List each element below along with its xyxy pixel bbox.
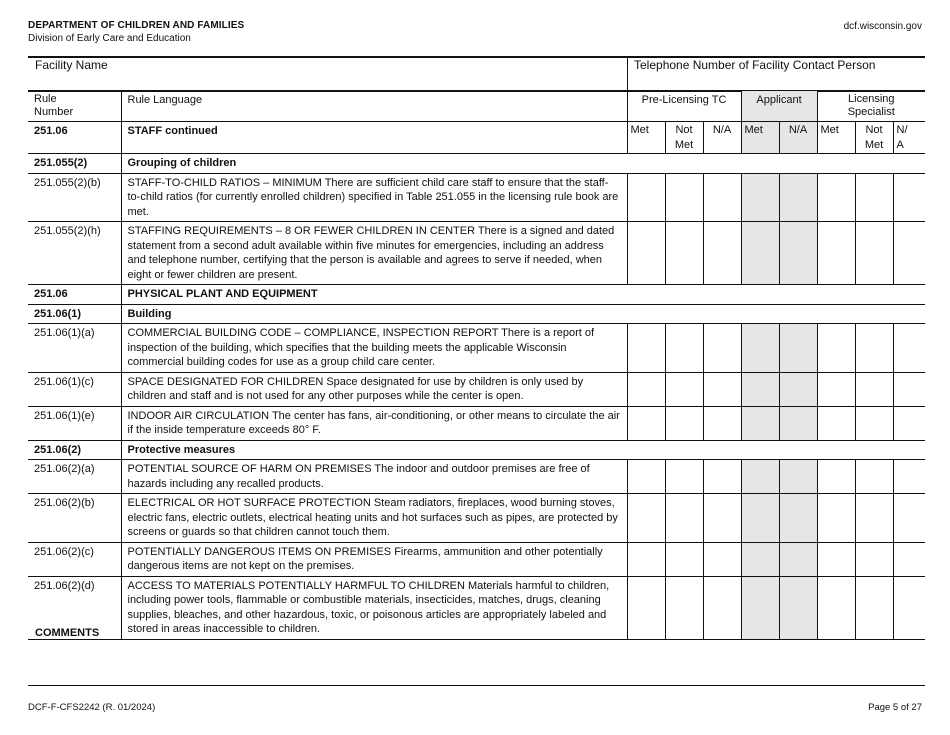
- prelicensing-na-checkbox[interactable]: [703, 324, 741, 373]
- rule-language: STAFFING REQUIREMENTS – 8 OR FEWER CHILDREN IN CENTER There is a signed and dated statement from a second adult available within five minutes for emergencies, including an address and telephone number, certifying that the person is available and agrees to serve if needed, when eight or fewer children are present.: [121, 222, 627, 285]
- telephone-field[interactable]: [627, 56, 926, 90]
- prelicensing-met-checkbox[interactable]: [627, 542, 665, 576]
- specialist-met-checkbox[interactable]: [817, 460, 855, 494]
- prelicensing-not-met-checkbox[interactable]: [665, 406, 703, 440]
- prelicensing-met-checkbox[interactable]: [627, 406, 665, 440]
- specialist-not-met-checkbox[interactable]: [855, 222, 893, 285]
- prelicensing-met-checkbox[interactable]: [627, 173, 665, 222]
- section-heading-row: [28, 285, 925, 305]
- applicant-met-checkbox[interactable]: [741, 406, 779, 440]
- rule-number: 251.06(2)(d): [28, 576, 121, 639]
- applicant-na-checkbox[interactable]: [779, 406, 817, 440]
- rule-language: ACCESS TO MATERIALS POTENTIALLY HARMFUL TO CHILDREN Materials harmful to children, including power tools, flammable or combustible materials, insecticides, matches, drugs, cleaning supplies, bleaches, and other hazardous, toxic, or poisonous articles are appropriately labeled and stored in areas inaccessible to children.: [121, 576, 627, 639]
- applicant-na-checkbox[interactable]: [779, 222, 817, 285]
- section-heading-row: [28, 304, 925, 324]
- applicant-met-checkbox[interactable]: [741, 494, 779, 543]
- rule-language: PHYSICAL PLANT AND EQUIPMENT: [121, 285, 925, 305]
- applicant-na-checkbox[interactable]: [779, 494, 817, 543]
- table-row: [28, 324, 925, 373]
- rule-language: Grouping of children: [121, 154, 925, 174]
- rule-number: 251.06(2)(b): [28, 494, 121, 543]
- col-rule-number: Rule Number: [28, 91, 121, 122]
- applicant-na-checkbox[interactable]: [779, 173, 817, 222]
- rule-number: 251.055(2): [28, 154, 121, 174]
- table-row: [28, 406, 925, 440]
- sub-notmet-3: Not Met: [855, 122, 893, 154]
- applicant-met-checkbox[interactable]: [741, 460, 779, 494]
- rule-language: Building: [121, 304, 925, 324]
- comments-label: COMMENTS: [35, 627, 100, 639]
- rule-number: 251.06: [28, 285, 121, 305]
- rule-number: 251.06(1)(e): [28, 406, 121, 440]
- applicant-na-checkbox[interactable]: [779, 460, 817, 494]
- facility-name-field[interactable]: Facility Name: [35, 58, 108, 72]
- section-heading-row: [28, 440, 925, 460]
- specialist-na-checkbox[interactable]: [893, 576, 925, 639]
- sub-na-1: N/A: [703, 122, 741, 154]
- specialist-met-checkbox[interactable]: [817, 173, 855, 222]
- department-name: DEPARTMENT OF CHILDREN AND FAMILIES: [28, 20, 245, 31]
- table-row: [28, 542, 925, 576]
- page-number: Page 5 of 27: [868, 702, 922, 713]
- prelicensing-na-checkbox[interactable]: [703, 494, 741, 543]
- applicant-na-checkbox[interactable]: [779, 576, 817, 639]
- table-row: [28, 460, 925, 494]
- applicant-met-checkbox[interactable]: [741, 222, 779, 285]
- rule-number: 251.06(1)(a): [28, 324, 121, 373]
- specialist-met-checkbox[interactable]: [817, 576, 855, 639]
- website-link[interactable]: dcf.wisconsin.gov: [843, 21, 922, 32]
- specialist-not-met-checkbox[interactable]: [855, 372, 893, 406]
- applicant-na-checkbox[interactable]: [779, 372, 817, 406]
- rule-language: Protective measures: [121, 440, 925, 460]
- specialist-met-checkbox[interactable]: [817, 222, 855, 285]
- specialist-not-met-checkbox[interactable]: [855, 173, 893, 222]
- table-header-row: [28, 91, 925, 122]
- facility-info-row: [28, 56, 925, 90]
- sub-met-1: Met: [627, 122, 665, 154]
- group-licensing: Licensing Specialist: [817, 91, 925, 122]
- specialist-not-met-checkbox[interactable]: [855, 494, 893, 543]
- table-row: [28, 372, 925, 406]
- prelicensing-na-checkbox[interactable]: [703, 406, 741, 440]
- table-row: [28, 576, 925, 639]
- telephone-label: Telephone Number of Facility Contact Person: [634, 58, 876, 72]
- rule-number: 251.06(2)(c): [28, 542, 121, 576]
- specialist-met-checkbox[interactable]: [817, 494, 855, 543]
- prelicensing-not-met-checkbox[interactable]: [665, 460, 703, 494]
- specialist-not-met-checkbox[interactable]: [855, 542, 893, 576]
- prelicensing-met-checkbox[interactable]: [627, 460, 665, 494]
- rule-language: POTENTIAL SOURCE OF HARM ON PREMISES The indoor and outdoor premises are free of hazards including any recalled products.: [121, 460, 627, 494]
- specialist-na-checkbox[interactable]: [893, 406, 925, 440]
- applicant-na-checkbox[interactable]: [779, 324, 817, 373]
- rule-number: 251.06(2): [28, 440, 121, 460]
- division-name: Division of Early Care and Education: [28, 33, 191, 44]
- rule-language: SPACE DESIGNATED FOR CHILDREN Space designated for use by children is only used by children and staff and is not used for any other purposes while the center is open.: [121, 372, 627, 406]
- specialist-na-checkbox[interactable]: [893, 542, 925, 576]
- specialist-met-checkbox[interactable]: [817, 324, 855, 373]
- specialist-na-checkbox[interactable]: [893, 173, 925, 222]
- rule-language: INDOOR AIR CIRCULATION The center has fans, air-conditioning, or other means to circulate the air if the inside temperature exceeds 80° F.: [121, 406, 627, 440]
- rule-number: 251.06(1): [28, 304, 121, 324]
- rule-number: 251.06(1)(c): [28, 372, 121, 406]
- sub-met-2: Met: [741, 122, 779, 154]
- prelicensing-met-checkbox[interactable]: [627, 576, 665, 639]
- section-title: STAFF continued: [121, 122, 627, 154]
- prelicensing-not-met-checkbox[interactable]: [665, 372, 703, 406]
- prelicensing-met-checkbox[interactable]: [627, 494, 665, 543]
- applicant-met-checkbox[interactable]: [741, 173, 779, 222]
- prelicensing-not-met-checkbox[interactable]: [665, 542, 703, 576]
- specialist-met-checkbox[interactable]: [817, 542, 855, 576]
- table-row: [28, 173, 925, 222]
- rule-number: 251.06(2)(a): [28, 460, 121, 494]
- rule-language: STAFF-TO-CHILD RATIOS – MINIMUM There are sufficient child care staff to ensure that the staff-to-child ratios (for currently enrolled children) specified in Table 251.055 in the licensing rule book are met.: [121, 173, 627, 222]
- group-prelicensing: Pre-Licensing TC: [627, 91, 741, 122]
- specialist-na-checkbox[interactable]: [893, 372, 925, 406]
- prelicensing-na-checkbox[interactable]: [703, 173, 741, 222]
- sub-met-3: Met: [817, 122, 855, 154]
- specialist-met-checkbox[interactable]: [817, 372, 855, 406]
- prelicensing-na-checkbox[interactable]: [703, 222, 741, 285]
- prelicensing-met-checkbox[interactable]: [627, 324, 665, 373]
- rule-number: 251.055(2)(h): [28, 222, 121, 285]
- checklist-table: [28, 91, 925, 640]
- sub-notmet-1: Not Met: [665, 122, 703, 154]
- specialist-not-met-checkbox[interactable]: [855, 576, 893, 639]
- prelicensing-not-met-checkbox[interactable]: [665, 324, 703, 373]
- prelicensing-na-checkbox[interactable]: [703, 460, 741, 494]
- bottom-rule-line: [28, 685, 925, 686]
- rule-language: POTENTIALLY DANGEROUS ITEMS ON PREMISES Firearms, ammunition and other potentially dangerous items are not kept on the premises.: [121, 542, 627, 576]
- form-number: DCF-F-CFS2242 (R. 01/2024): [28, 702, 156, 713]
- specialist-na-checkbox[interactable]: [893, 324, 925, 373]
- prelicensing-not-met-checkbox[interactable]: [665, 494, 703, 543]
- prelicensing-met-checkbox[interactable]: [627, 372, 665, 406]
- prelicensing-not-met-checkbox[interactable]: [665, 222, 703, 285]
- col-rule-language: Rule Language: [121, 91, 627, 122]
- prelicensing-na-checkbox[interactable]: [703, 542, 741, 576]
- section-heading-row: [28, 154, 925, 174]
- specialist-met-checkbox[interactable]: [817, 406, 855, 440]
- prelicensing-not-met-checkbox[interactable]: [665, 576, 703, 639]
- specialist-not-met-checkbox[interactable]: [855, 406, 893, 440]
- sub-na-2: N/A: [779, 122, 817, 154]
- rule-language: ELECTRICAL OR HOT SURFACE PROTECTION Steam radiators, fireplaces, wood burning stoves, electric fans, electric outlets, electrical heating units and hot surfaces such as pipes, are protected by screens or guards so that children cannot touch them.: [121, 494, 627, 543]
- section-number: 251.06: [28, 122, 121, 154]
- sub-na-3: N/ A: [893, 122, 925, 154]
- page-header: [28, 20, 244, 44]
- prelicensing-na-checkbox[interactable]: [703, 576, 741, 639]
- rule-language: COMMERCIAL BUILDING CODE – COMPLIANCE, INSPECTION REPORT There is a report of inspection of the building, which specifies that the building meets the applicable Wisconsin commercial building codes for use as a group child care center.: [121, 324, 627, 373]
- specialist-na-checkbox[interactable]: [893, 222, 925, 285]
- table-row: [28, 494, 925, 543]
- specialist-na-checkbox[interactable]: [893, 460, 925, 494]
- applicant-met-checkbox[interactable]: [741, 372, 779, 406]
- prelicensing-not-met-checkbox[interactable]: [665, 173, 703, 222]
- prelicensing-met-checkbox[interactable]: [627, 222, 665, 285]
- specialist-not-met-checkbox[interactable]: [855, 460, 893, 494]
- table-subheader-row: [28, 122, 925, 154]
- group-applicant: Applicant: [741, 91, 817, 122]
- table-row: [28, 222, 925, 285]
- rule-number: 251.055(2)(b): [28, 173, 121, 222]
- applicant-met-checkbox[interactable]: [741, 324, 779, 373]
- specialist-na-checkbox[interactable]: [893, 494, 925, 543]
- prelicensing-na-checkbox[interactable]: [703, 372, 741, 406]
- applicant-na-checkbox[interactable]: [779, 542, 817, 576]
- applicant-met-checkbox[interactable]: [741, 542, 779, 576]
- specialist-not-met-checkbox[interactable]: [855, 324, 893, 373]
- applicant-met-checkbox[interactable]: [741, 576, 779, 639]
